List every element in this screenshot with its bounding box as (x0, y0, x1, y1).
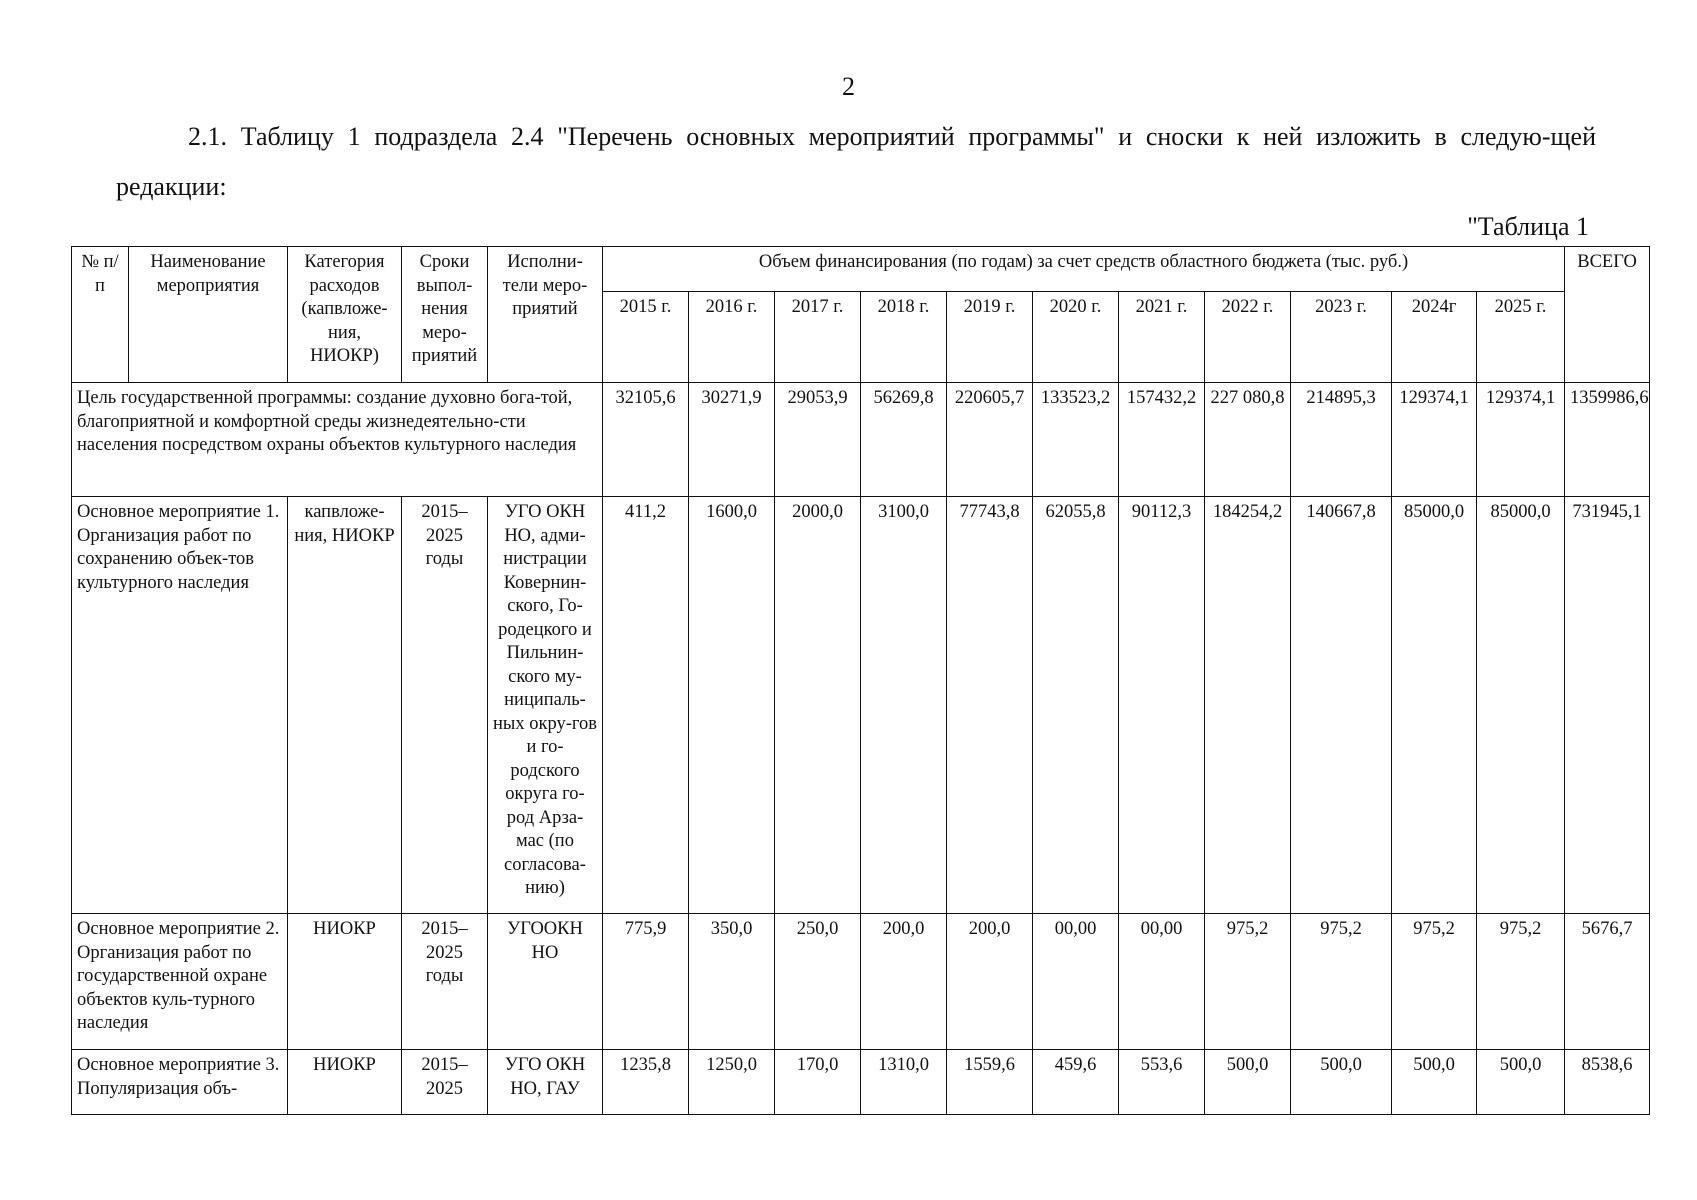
measure-total: 731945,1 (1565, 497, 1650, 914)
goal-label: Цель государственной программы: создание духовно бога-той, благоприятной и комфортной среды жизнедеятельно-сти населения посредством охраны объектов культурного наследия (72, 383, 603, 497)
measure-name: Основное мероприятие 3. Популяризация объ- (72, 1050, 288, 1115)
measure-value: 2000,0 (775, 497, 861, 914)
measure-value: 411,2 (603, 497, 689, 914)
intro-paragraph: 2.1. Таблицу 1 подраздела 2.4 "Перечень основных мероприятий программы" и сноски к ней изложить в следую-щей редакции: (116, 122, 1596, 201)
measure-value: 350,0 (689, 914, 775, 1050)
measure-executors: УГО ОКН НО, ГАУ (488, 1050, 603, 1115)
measure-total: 8538,6 (1565, 1050, 1650, 1115)
measure-value: 200,0 (861, 914, 947, 1050)
measure-value: 975,2 (1477, 914, 1565, 1050)
header-total: ВСЕГО (1565, 247, 1650, 383)
financing-table (71, 246, 1650, 1115)
header-year: 2015 г. (603, 292, 689, 383)
measure-value: 00,00 (1033, 914, 1119, 1050)
measure-executors: УГООКН НО (488, 914, 603, 1050)
measure-value: 90112,3 (1119, 497, 1205, 914)
header-year: 2024г (1392, 292, 1477, 383)
measure-terms: 2015–2025 (402, 1050, 488, 1115)
measure-value: 975,2 (1392, 914, 1477, 1050)
measure-name: Основное мероприятие 1. Организация работ по сохранению объек-тов культурного наследия (72, 497, 288, 914)
header-category: Категория расходов (капвложе-ния, НИОКР) (288, 247, 402, 383)
measure-value: 500,0 (1291, 1050, 1392, 1115)
measure-value: 1310,0 (861, 1050, 947, 1115)
measure-executors: УГО ОКН НО, адми-нистрации Ковернин-ского, Го-родецкого и Пильнин-ского му-ниципаль-ных окру-гов и го-родского округа го-род Арза-мас (по согласова-нию) (488, 497, 603, 914)
goal-value: 133523,2 (1033, 383, 1119, 497)
header-year: 2017 г. (775, 292, 861, 383)
measure-value: 500,0 (1477, 1050, 1565, 1115)
measure-total: 5676,7 (1565, 914, 1650, 1050)
measure-value: 1559,6 (947, 1050, 1033, 1115)
measure-name: Основное мероприятие 2. Организация работ по государственной охране объектов куль-турного наследия (72, 914, 288, 1050)
measure-category: НИОКР (288, 1050, 402, 1115)
measure-value: 553,6 (1119, 1050, 1205, 1115)
table-row (72, 1050, 1650, 1115)
goal-value: 32105,6 (603, 383, 689, 497)
measure-value: 184254,2 (1205, 497, 1291, 914)
table-row-goal (72, 383, 1650, 497)
header-terms: Сроки выпол-нения меро-приятий (402, 247, 488, 383)
table-row (72, 497, 1650, 914)
measure-value: 775,9 (603, 914, 689, 1050)
goal-value: 227 080,8 (1205, 383, 1291, 497)
goal-value: 29053,9 (775, 383, 861, 497)
measure-value: 1250,0 (689, 1050, 775, 1115)
goal-value: 220605,7 (947, 383, 1033, 497)
goal-value: 30271,9 (689, 383, 775, 497)
header-year: 2016 г. (689, 292, 775, 383)
measure-value: 459,6 (1033, 1050, 1119, 1115)
measure-value: 62055,8 (1033, 497, 1119, 914)
measure-value: 85000,0 (1477, 497, 1565, 914)
header-name: Наименование мероприятия (129, 247, 288, 383)
measure-value: 00,00 (1119, 914, 1205, 1050)
measure-value: 77743,8 (947, 497, 1033, 914)
header-financing-group: Объем финансирования (по годам) за счет средств областного бюджета (тыс. руб.) (603, 247, 1565, 292)
table-caption: "Таблица 1 (1467, 212, 1589, 241)
header-year: 2018 г. (861, 292, 947, 383)
goal-value: 214895,3 (1291, 383, 1392, 497)
page-number: 2 (842, 72, 855, 101)
goal-value: 129374,1 (1477, 383, 1565, 497)
header-executors: Исполни-тели меро-приятий (488, 247, 603, 383)
goal-value: 129374,1 (1392, 383, 1477, 497)
measure-value: 200,0 (947, 914, 1033, 1050)
header-num: № п/п (72, 247, 129, 383)
table-row (72, 914, 1650, 1050)
header-year: 2020 г. (1033, 292, 1119, 383)
measure-category: капвложе-ния, НИОКР (288, 497, 402, 914)
measure-value: 170,0 (775, 1050, 861, 1115)
header-year: 2025 г. (1477, 292, 1565, 383)
measure-value: 500,0 (1392, 1050, 1477, 1115)
measure-value: 975,2 (1291, 914, 1392, 1050)
header-year: 2022 г. (1205, 292, 1291, 383)
goal-value: 157432,2 (1119, 383, 1205, 497)
measure-value: 1235,8 (603, 1050, 689, 1115)
measure-value: 500,0 (1205, 1050, 1291, 1115)
measure-terms: 2015–2025 годы (402, 914, 488, 1050)
header-year: 2023 г. (1291, 292, 1392, 383)
measure-category: НИОКР (288, 914, 402, 1050)
measure-terms: 2015–2025 годы (402, 497, 488, 914)
goal-value: 56269,8 (861, 383, 947, 497)
measure-value: 975,2 (1205, 914, 1291, 1050)
measure-value: 85000,0 (1392, 497, 1477, 914)
measure-value: 3100,0 (861, 497, 947, 914)
measure-value: 1600,0 (689, 497, 775, 914)
header-year: 2021 г. (1119, 292, 1205, 383)
measure-value: 140667,8 (1291, 497, 1392, 914)
header-year: 2019 г. (947, 292, 1033, 383)
goal-total: 1359986,6 (1565, 383, 1650, 497)
measure-value: 250,0 (775, 914, 861, 1050)
